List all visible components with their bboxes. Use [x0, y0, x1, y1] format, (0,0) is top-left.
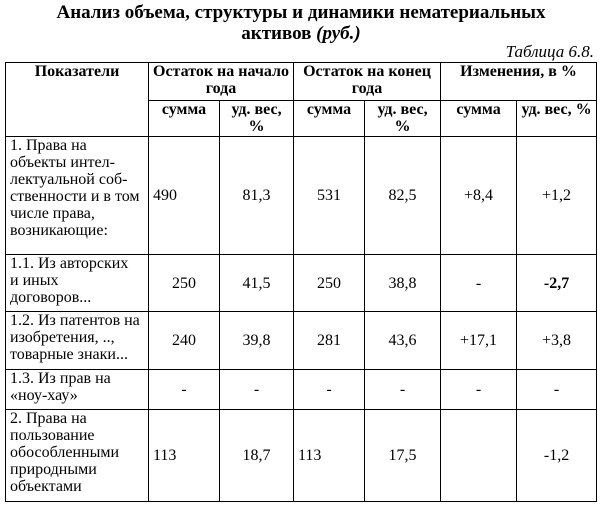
label-line: числе права, [10, 205, 95, 222]
start-share-cell: 41,5 [220, 255, 294, 312]
change-sum-cell: - [441, 255, 517, 312]
row-label [6, 255, 149, 312]
end-share-cell: 43,6 [365, 312, 441, 370]
change-share-cell: -2,7 [517, 255, 597, 312]
start-share-cell: 39,8 [220, 312, 294, 370]
change-sum-cell: +17,1 [441, 312, 517, 370]
table-row [6, 255, 597, 312]
change-sum-cell [441, 410, 517, 502]
label-line: лектуальной соб- [10, 171, 128, 188]
header-start: Остаток на начало года [149, 63, 294, 101]
header-change-sum: сумма [441, 101, 517, 137]
start-sum-cell: 250 [149, 255, 220, 312]
end-sum-cell: 281 [294, 312, 365, 370]
header-start-sum: сумма [149, 101, 220, 137]
title-line-1: Анализ объема, структуры и динамики нематериальных [56, 2, 546, 23]
start-sum-cell: 490 [149, 137, 220, 255]
label-line: и иных [10, 272, 59, 289]
end-sum-cell: - [294, 370, 365, 410]
header-end: Остаток на конец года [294, 63, 441, 101]
table-row [6, 370, 597, 410]
change-share-cell: +1,2 [517, 137, 597, 255]
label-line: природными [10, 461, 97, 478]
end-sum-cell: 531 [294, 137, 365, 255]
label-line: 2. Права на [10, 410, 87, 427]
change-sum-cell: - [441, 370, 517, 410]
label-line: 1. Права на [10, 137, 87, 154]
table-row [6, 137, 597, 255]
intangible-assets-table [5, 62, 597, 502]
header-indicator: Показатели [6, 63, 149, 137]
row-label [6, 370, 149, 410]
table-title [0, 2, 602, 44]
header-change: Изменения, в % [441, 63, 597, 101]
label-line: обособленными [10, 444, 120, 461]
end-share-cell: 82,5 [365, 137, 441, 255]
change-share-cell: +3,8 [517, 312, 597, 370]
start-share-cell: - [220, 370, 294, 410]
row-label [6, 312, 149, 370]
start-sum-cell: 240 [149, 312, 220, 370]
start-sum-cell: - [149, 370, 220, 410]
end-sum-cell: 113 [294, 410, 365, 502]
label-line: объектами [10, 478, 82, 495]
label-line: изобретения, .., [10, 329, 115, 346]
title-unit: (руб.) [316, 23, 361, 44]
title-line-2-text: активов [241, 23, 312, 44]
row-label [6, 137, 149, 255]
start-sum-cell: 113 [149, 410, 220, 502]
label-line: объекты интел- [10, 154, 115, 171]
start-share-cell: 81,3 [220, 137, 294, 255]
label-line: товарные знаки... [10, 346, 128, 363]
start-share-cell: 18,7 [220, 410, 294, 502]
label-line: возникающие: [10, 222, 108, 239]
table-row [6, 312, 597, 370]
table-number: Таблица 6.8. [505, 42, 594, 61]
change-sum-cell: +8,4 [441, 137, 517, 255]
label-line: 1.2. Из патентов на [10, 312, 140, 329]
title-line-2 [0, 23, 602, 44]
label-line: пользование [10, 427, 95, 444]
change-share-cell: -1,2 [517, 410, 597, 502]
label-line: 1.1. Из авторских [10, 255, 129, 272]
end-share-cell: 17,5 [365, 410, 441, 502]
end-sum-cell: 250 [294, 255, 365, 312]
change-share-cell: - [517, 370, 597, 410]
header-end-share: уд. вес, % [365, 101, 441, 137]
label-line: «ноу-хау» [10, 387, 78, 404]
end-share-cell: 38,8 [365, 255, 441, 312]
header-change-share: уд. вес, % [517, 101, 597, 137]
header-row-1 [6, 63, 597, 101]
row-label [6, 410, 149, 502]
header-end-sum: сумма [294, 101, 365, 137]
label-line: договоров... [10, 289, 92, 306]
label-line: ственности и в том [10, 188, 140, 205]
label-line: 1.3. Из прав на [10, 370, 111, 387]
header-start-share: уд. вес, % [220, 101, 294, 137]
table-row [6, 410, 597, 502]
end-share-cell: - [365, 370, 441, 410]
